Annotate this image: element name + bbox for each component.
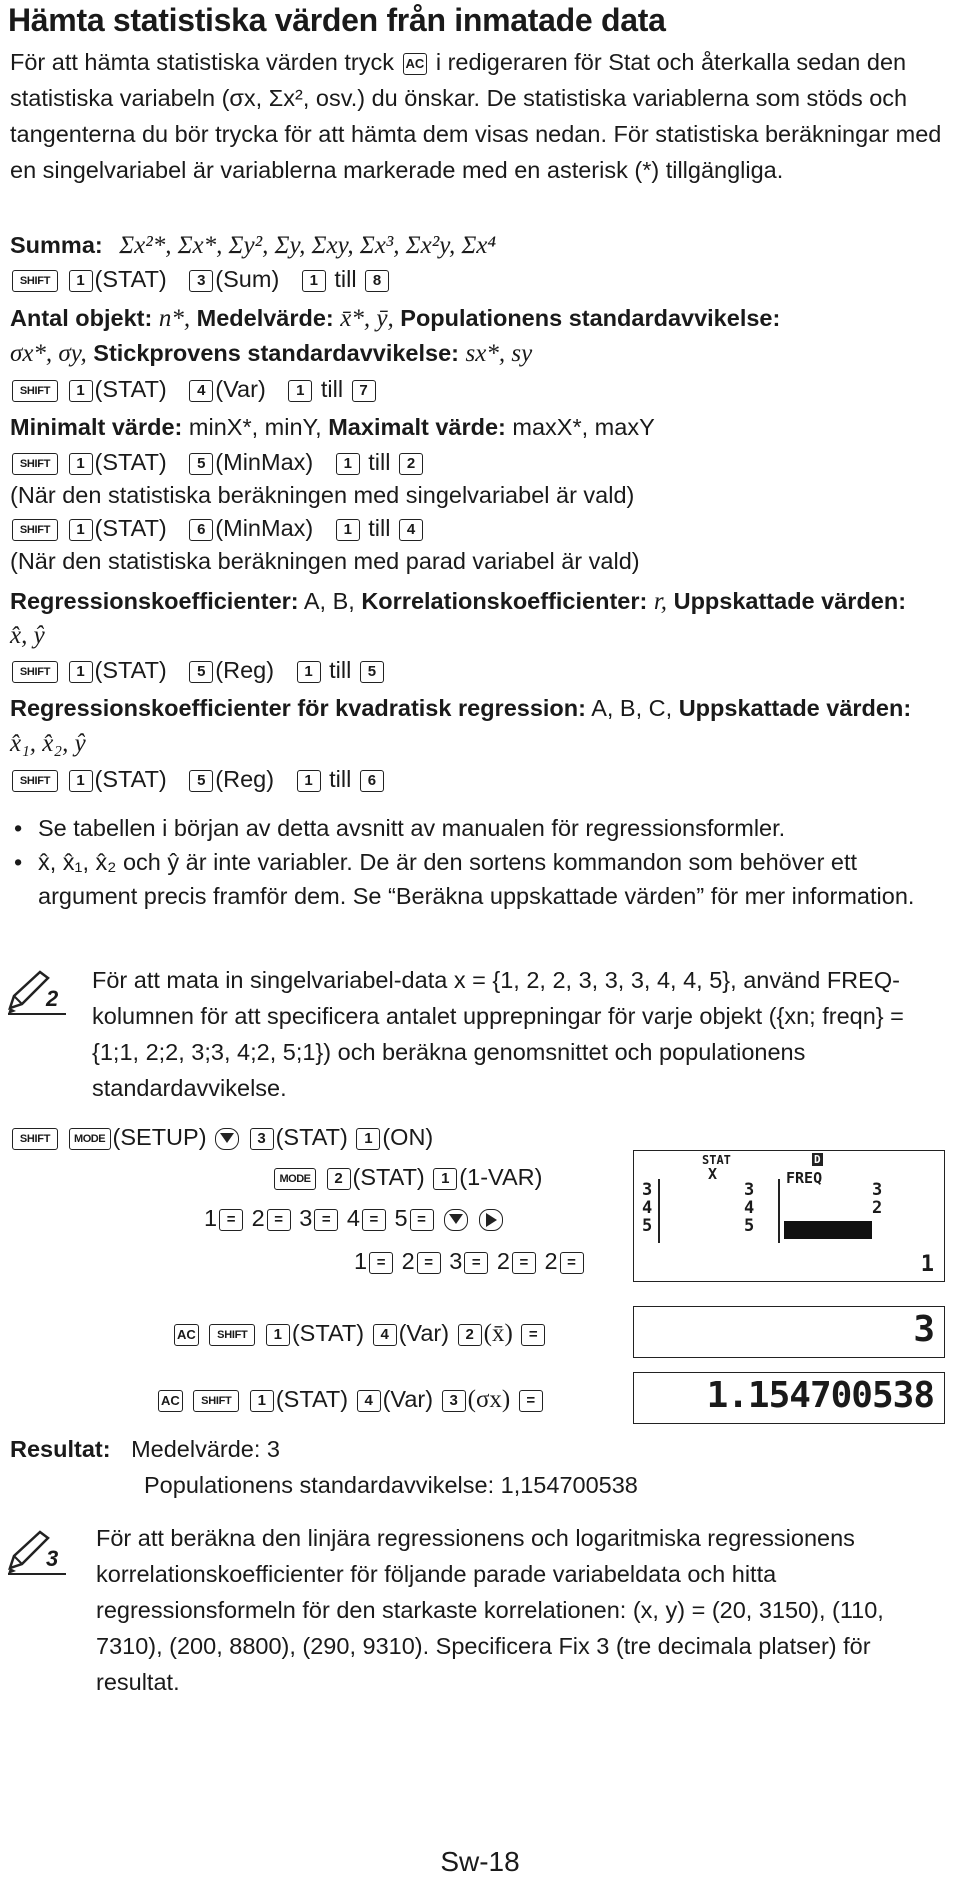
key-2: 2 — [327, 1168, 351, 1190]
var-label: (Var) — [398, 1320, 450, 1346]
ac-key: AC — [403, 53, 428, 75]
equals-key: = — [369, 1252, 393, 1274]
antal-label: Antal objekt: — [10, 305, 153, 331]
example-3-pencil-icon — [6, 1528, 66, 1576]
down-arrow-key — [215, 1128, 239, 1150]
regcoef-row — [10, 588, 906, 616]
mean-keys — [172, 1320, 547, 1348]
equals-key: = — [267, 1209, 291, 1231]
key-5: 5 — [360, 661, 384, 683]
summa-label: Summa: — [10, 232, 103, 258]
result-std: Populationens standardavvikelse: 1,154700538 — [144, 1472, 638, 1498]
korr-var: r, — [653, 588, 668, 615]
example-2-pencil-icon — [6, 968, 66, 1016]
medel-vars: x̄*, ȳ, — [340, 305, 394, 332]
shift-key: SHIFT — [209, 1324, 255, 1346]
x-value: 3 — [299, 1205, 313, 1231]
onevar-label: (1-VAR) — [459, 1164, 543, 1190]
key-1: 1 — [356, 1128, 380, 1150]
mode-key: MODE — [274, 1168, 316, 1190]
key-1: 1 — [336, 519, 360, 541]
calculator-display-sigma — [633, 1372, 945, 1424]
stat-label: (STAT) — [275, 1124, 348, 1150]
stat-label: (STAT) — [291, 1320, 365, 1346]
regcoef-label: Regressionskoefficienter: — [10, 588, 299, 614]
sigma-label: (σx) — [467, 1386, 511, 1413]
key-1: 1 — [336, 453, 360, 475]
sum-label: (Sum) — [215, 266, 280, 292]
key-4: 4 — [373, 1324, 397, 1346]
popstd-label: Populationens standardavvikelse: — [400, 305, 781, 331]
key-2: 2 — [458, 1324, 482, 1346]
key-1: 1 — [250, 1390, 274, 1412]
key-3: 3 — [250, 1128, 274, 1150]
sample-vars: sx*, sy — [465, 340, 533, 367]
key-1: 1 — [69, 270, 93, 292]
sample-label: Stickprovens standardavvikelse: — [93, 340, 459, 366]
key-1: 1 — [69, 770, 93, 792]
equals-key: = — [410, 1209, 434, 1231]
lcd-f-values — [872, 1181, 882, 1217]
est-label: Uppskattade värden: — [678, 695, 912, 721]
var-label: (Var) — [382, 1386, 434, 1412]
freq-value: 1 — [354, 1248, 368, 1274]
lcd-d-label: D — [814, 1153, 821, 1166]
x-value: 4 — [346, 1205, 360, 1231]
equals-key: = — [560, 1252, 584, 1274]
mean-label: (x̄) — [483, 1320, 513, 1347]
est-label: Uppskattade värden: — [673, 588, 907, 614]
est-row — [10, 622, 45, 650]
x-value: 5 — [394, 1205, 408, 1231]
right-arrow-key — [479, 1209, 503, 1231]
minmax-keys-paired — [10, 515, 425, 542]
setup-keys — [10, 1124, 433, 1151]
lcd-stat-label: STAT — [702, 1153, 731, 1167]
intro-text-1: För att hämta statistiska värden tryck — [10, 49, 394, 75]
till-label: till — [368, 515, 391, 541]
paired-note: (När den statistiska beräkningen med parad variabel är vald) — [10, 548, 640, 574]
freq-value: 2 — [496, 1248, 510, 1274]
calculator-display-table — [633, 1150, 945, 1282]
x-entry-keys — [204, 1205, 505, 1232]
key-1: 1 — [433, 1168, 457, 1190]
lcd-f-val: 3 — [872, 1180, 883, 1200]
summa-keys — [10, 266, 391, 293]
down-arrow-key — [444, 1209, 468, 1231]
note-item: • Se tabellen i början av detta avsnitt av manualen för regressionsformler. — [10, 811, 960, 845]
result-label: Resultat: — [10, 1436, 111, 1462]
key-1: 1 — [69, 661, 93, 683]
key-7: 7 — [352, 380, 376, 402]
shift-key: SHIFT — [12, 380, 58, 402]
stat-label: (STAT) — [94, 515, 167, 541]
reg-keys — [10, 657, 386, 684]
popstd-vars: σx*, σy, — [10, 340, 87, 367]
page-number: Sw-18 — [440, 1846, 520, 1877]
std-row — [10, 340, 532, 368]
lcd-x-val: 4 — [744, 1198, 755, 1218]
equals-key: = — [519, 1390, 543, 1412]
equals-key: = — [464, 1252, 488, 1274]
min-vars: minX*, minY, — [188, 414, 322, 440]
till-label: till — [329, 766, 352, 792]
freq-value: 3 — [449, 1248, 463, 1274]
regcoef-vars: A, B, — [303, 588, 355, 614]
minmax-label: (MinMax) — [215, 515, 314, 541]
example-3-number: 3 — [46, 1546, 59, 1571]
key-1: 1 — [297, 770, 321, 792]
quad-est-row — [10, 730, 86, 758]
minmax-label: (MinMax) — [215, 449, 314, 475]
lcd-row-index: 3 4 5 — [642, 1180, 653, 1236]
stat-label: (STAT) — [352, 1164, 425, 1190]
stat-label: (STAT) — [275, 1386, 349, 1412]
key-5: 5 — [189, 453, 213, 475]
shift-key: SHIFT — [12, 1128, 58, 1150]
quad-keys — [10, 766, 386, 793]
lcd-x-values — [744, 1181, 754, 1235]
lcd-f-val: 2 — [872, 1198, 883, 1218]
key-6: 6 — [360, 770, 384, 792]
minmax-keys-single — [10, 449, 425, 476]
quad-row — [10, 695, 911, 722]
lcd-x-val: 3 — [744, 1180, 755, 1200]
page-title: Hämta statistiska värden från inmatade data — [8, 2, 666, 38]
freq-value: 2 — [401, 1248, 415, 1274]
stat-label: (STAT) — [94, 449, 167, 475]
ac-key: AC — [158, 1390, 183, 1412]
till-label: till — [334, 266, 357, 292]
shift-key: SHIFT — [12, 770, 58, 792]
summa-vars: Σx²*, Σx*, Σy², Σy, Σxy, Σx³, Σx²y, Σx⁴ — [119, 232, 497, 259]
freq-entry-keys — [354, 1248, 586, 1275]
example-2-text: För att mata in singelvariabel-data x = {1, 2, 2, 3, 3, 3, 4, 4, 5}, använd FREQ-kolumnen för att specificera antalet upprepningar för varje objekt ({xn; freqn} = {1;1, 2;2, 3;3, 4;2, 5;1}) och beräkna genomsnittet och populationens standardavvikelse. — [92, 967, 904, 1101]
reg-label: (Reg) — [215, 766, 275, 792]
key-4: 4 — [357, 1390, 381, 1412]
antal-row — [10, 305, 780, 333]
lcd-sigma-value: 1.154700538 — [706, 1375, 934, 1416]
shift-key: SHIFT — [12, 661, 58, 683]
equals-key: = — [219, 1209, 243, 1231]
shift-key: SHIFT — [12, 453, 58, 475]
medel-label: Medelvärde: — [196, 305, 334, 331]
key-6: 6 — [189, 519, 213, 541]
stat-label: (STAT) — [94, 766, 167, 792]
x-value: 1 — [204, 1205, 218, 1231]
intro-paragraph — [10, 44, 960, 188]
var-label: (Var) — [215, 376, 266, 402]
key-1: 1 — [69, 519, 93, 541]
shift-key: SHIFT — [12, 270, 58, 292]
lcd-cursor-cell — [784, 1221, 872, 1239]
onevar-keys — [272, 1164, 542, 1191]
example-2-number: 2 — [46, 986, 59, 1011]
lcd-mean-value: 3 — [913, 1309, 934, 1350]
stat-label: (STAT) — [94, 376, 167, 402]
key-1: 1 — [266, 1324, 290, 1346]
equals-key: = — [314, 1209, 338, 1231]
key-5: 5 — [189, 770, 213, 792]
equals-key: = — [362, 1209, 386, 1231]
mode-key: MODE — [69, 1128, 111, 1150]
key-1: 1 — [288, 380, 312, 402]
result-mean: Medelvärde: 3 — [131, 1436, 280, 1462]
key-5: 5 — [189, 661, 213, 683]
example-3-text: För att beräkna den linjära regressionens och logaritmiska regressionens korrelationskoefficienter för följande parade variabeldata och hitta regressionsformeln för den starkaste korrelationen: (x, y) = (20, 3150), (110, 7310), (200, 8800), (290, 9310). Specificera Fix 3 (tre decimala platser) för resultat. — [96, 1525, 884, 1695]
ac-key: AC — [174, 1324, 199, 1346]
key-4: 4 — [189, 380, 213, 402]
key-3: 3 — [442, 1390, 466, 1412]
calculator-display-mean — [633, 1306, 945, 1358]
note-item: • x̂, x̂₁, x̂₂ och ŷ är inte variabler. De är den sortens kommandon som behöver ett argument precis framför dem. Se “Beräkna uppskattade värden” för mer information. — [10, 845, 960, 913]
lcd-divider — [658, 1179, 660, 1243]
notes-list — [10, 811, 960, 913]
est-vars: x̂, ŷ — [10, 622, 45, 649]
equals-key: = — [417, 1252, 441, 1274]
quad-vars: A, B, C, — [591, 695, 673, 721]
quad-est-vars: x̂₁, x̂₂, ŷ — [10, 730, 86, 757]
reg-label: (Reg) — [215, 657, 275, 683]
key-1: 1 — [302, 270, 326, 292]
till-label: till — [368, 449, 391, 475]
summa-row — [10, 232, 496, 260]
min-label: Minimalt värde: — [10, 414, 183, 440]
lcd-x-val: 5 — [744, 1216, 755, 1236]
lcd-col-freq: FREQ — [786, 1169, 823, 1187]
single-note: (När den statistiska beräkningen med singelvariabel är vald) — [10, 482, 635, 508]
key-1: 1 — [69, 453, 93, 475]
equals-key: = — [521, 1324, 545, 1346]
max-vars: maxX*, maxY — [512, 414, 655, 440]
intro-text-2: i redigeraren för Stat och återkalla sedan den statistiska variabeln (σx, Σx², osv.) du önskar. De statistiska variablerna som stöds och tangenterna du bör trycka för att hämta dem visas nedan. För statistiska beräkningar med en singelvariabel är variablerna markerade med en asterisk (*) tillgängliga. — [10, 49, 942, 183]
key-1: 1 — [69, 380, 93, 402]
till-label: till — [329, 657, 352, 683]
stat-label: (STAT) — [94, 266, 167, 292]
lcd-col-x: X — [708, 1165, 718, 1183]
stat-label: (STAT) — [94, 657, 167, 683]
lcd-divider — [778, 1179, 780, 1243]
antal-var: n*, — [158, 305, 191, 332]
minmax-row — [10, 414, 655, 441]
key-4: 4 — [399, 519, 423, 541]
setup-label: (SETUP) — [112, 1124, 207, 1150]
on-label: (ON) — [382, 1124, 434, 1150]
till-label: till — [320, 376, 344, 402]
lcd-value: 1 — [920, 1252, 934, 1277]
key-3: 3 — [189, 270, 213, 292]
key-8: 8 — [365, 270, 389, 292]
max-label: Maximalt värde: — [328, 414, 506, 440]
korr-label: Korrelationskoefficienter: — [361, 588, 648, 614]
sigma-keys — [156, 1386, 545, 1414]
key-2: 2 — [399, 453, 423, 475]
shift-key: SHIFT — [193, 1390, 239, 1412]
shift-key: SHIFT — [12, 519, 58, 541]
equals-key: = — [512, 1252, 536, 1274]
result-block — [10, 1436, 280, 1463]
quad-label: Regressionskoefficienter för kvadratisk regression: — [10, 695, 586, 721]
freq-value: 2 — [544, 1248, 558, 1274]
x-value: 2 — [251, 1205, 265, 1231]
key-1: 1 — [297, 661, 321, 683]
var-keys — [10, 376, 378, 403]
